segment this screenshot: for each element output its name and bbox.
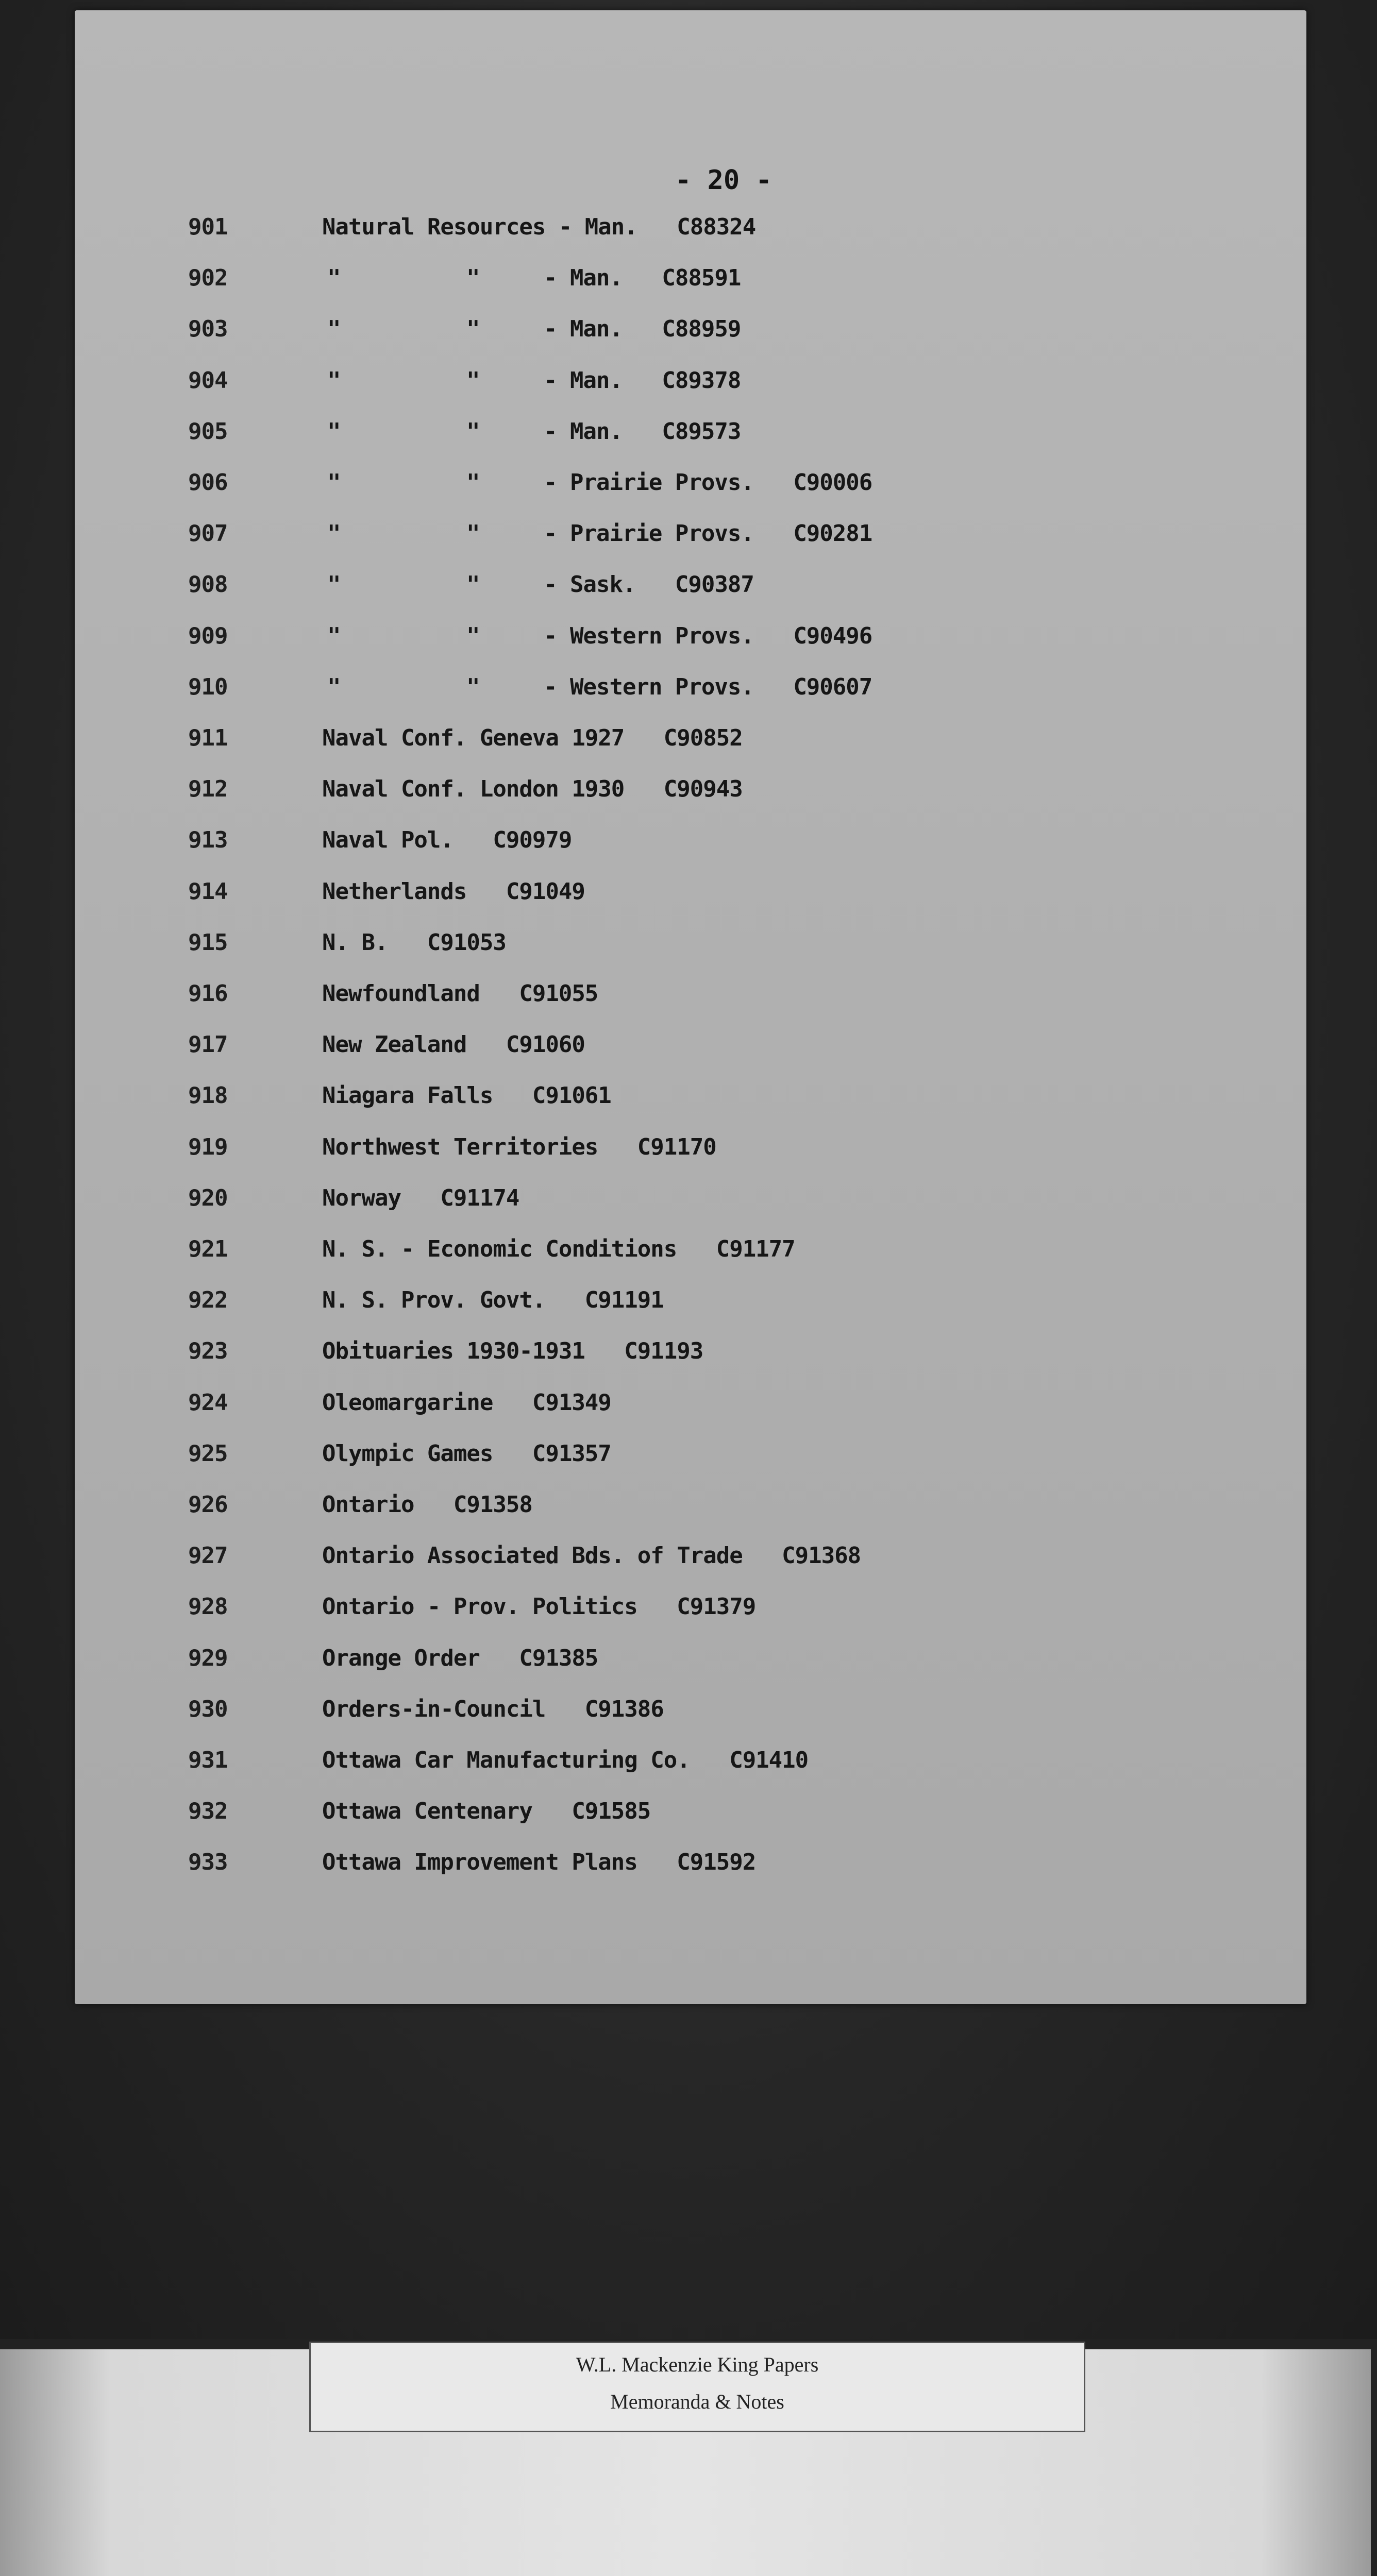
entry-text: N. S. Prov. Govt. C91191: [322, 1287, 664, 1313]
entry-number: 919: [188, 1134, 228, 1160]
ditto-mark: ": [327, 418, 341, 445]
entry-text: N. S. - Economic Conditions C91177: [322, 1236, 795, 1262]
ditto-mark: ": [466, 316, 480, 342]
entry-text: - Man. C88959: [544, 316, 741, 342]
entry-text: Newfoundland C91055: [322, 980, 598, 1007]
entry-number: 913: [188, 827, 228, 853]
entry-text: Oleomargarine C91349: [322, 1389, 611, 1416]
entry-text: - Sask. C90387: [544, 571, 754, 598]
entry-number: 911: [188, 725, 228, 751]
entry-text: Ontario Associated Bds. of Trade C91368: [322, 1543, 861, 1569]
entry-text: Northwest Territories C91170: [322, 1134, 716, 1160]
entry-text: Netherlands C91049: [322, 878, 585, 905]
entry-number: 915: [188, 929, 228, 956]
entry-text: - Man. C89378: [544, 367, 741, 394]
entry-text: Obituaries 1930-1931 C91193: [322, 1338, 703, 1364]
entry-text: Ottawa Car Manufacturing Co. C91410: [322, 1747, 809, 1773]
collection-name: W.L. Mackenzie King Papers: [576, 2353, 819, 2376]
entry-text: Orange Order C91385: [322, 1645, 598, 1671]
entry-number: 910: [188, 674, 228, 700]
entry-text: Natural Resources - Man. C88324: [322, 214, 756, 240]
entry-number: 932: [188, 1798, 228, 1824]
entry-number: 909: [188, 623, 228, 649]
entry-number: 931: [188, 1747, 228, 1773]
entry-text: Naval Conf. London 1930 C90943: [322, 776, 743, 802]
entry-number: 928: [188, 1594, 228, 1620]
entry-number: 920: [188, 1185, 228, 1211]
entry-text: - Prairie Provs. C90006: [544, 469, 872, 496]
entry-text: - Western Provs. C90496: [544, 623, 872, 649]
entry-text: Olympic Games C91357: [322, 1440, 611, 1467]
ditto-mark: ": [466, 469, 480, 496]
entry-number: 903: [188, 316, 228, 342]
ditto-mark: ": [466, 265, 480, 291]
entry-number: 918: [188, 1082, 228, 1109]
collection-label: [309, 2342, 1085, 2432]
page-number: - 20 -: [675, 165, 772, 196]
entry-number: 904: [188, 367, 228, 394]
entry-number: 905: [188, 418, 228, 445]
ditto-mark: ": [466, 367, 480, 394]
entry-number: 907: [188, 520, 228, 547]
entry-text: Norway C91174: [322, 1185, 519, 1211]
entry-number: 908: [188, 571, 228, 598]
ditto-mark: ": [466, 520, 480, 547]
entry-text: Naval Conf. Geneva 1927 C90852: [322, 725, 743, 751]
document-page: [75, 10, 1306, 2004]
entry-number: 924: [188, 1389, 228, 1416]
entry-number: 902: [188, 265, 228, 291]
entry-text: Niagara Falls C91061: [322, 1082, 611, 1109]
entry-number: 933: [188, 1849, 228, 1875]
entry-text: - Man. C89573: [544, 418, 741, 445]
ditto-mark: ": [327, 520, 341, 547]
entry-text: Ontario - Prov. Politics C91379: [322, 1594, 756, 1620]
entry-number: 927: [188, 1543, 228, 1569]
ditto-mark: ": [327, 367, 341, 394]
entry-number: 914: [188, 878, 228, 905]
entry-text: N. B. C91053: [322, 929, 506, 956]
ditto-mark: ": [466, 418, 480, 445]
entry-number: 929: [188, 1645, 228, 1671]
entry-number: 930: [188, 1696, 228, 1722]
entry-number: 906: [188, 469, 228, 496]
ditto-mark: ": [327, 316, 341, 342]
entry-number: 916: [188, 980, 228, 1007]
entry-number: 926: [188, 1492, 228, 1518]
ditto-mark: ": [466, 674, 480, 700]
entry-number: 923: [188, 1338, 228, 1364]
entry-number: 925: [188, 1440, 228, 1467]
entry-number: 922: [188, 1287, 228, 1313]
entry-number: 921: [188, 1236, 228, 1262]
entry-text: New Zealand C91060: [322, 1031, 585, 1058]
entry-text: - Western Provs. C90607: [544, 674, 872, 700]
ditto-mark: ": [327, 571, 341, 598]
entry-text: Ontario C91358: [322, 1492, 532, 1518]
entry-text: Orders-in-Council C91386: [322, 1696, 664, 1722]
ditto-mark: ": [327, 623, 341, 649]
entry-text: Ottawa Centenary C91585: [322, 1798, 651, 1824]
ditto-mark: ": [466, 571, 480, 598]
entry-number: 901: [188, 214, 228, 240]
entry-text: Naval Pol. C90979: [322, 827, 572, 853]
collection-series: Memoranda & Notes: [610, 2390, 784, 2413]
ditto-mark: ": [327, 265, 341, 291]
entry-text: - Man. C88591: [544, 265, 741, 291]
ditto-mark: ": [327, 674, 341, 700]
entry-text: Ottawa Improvement Plans C91592: [322, 1849, 756, 1875]
ditto-mark: ": [327, 469, 341, 496]
entry-text: - Prairie Provs. C90281: [544, 520, 872, 547]
entry-number: 917: [188, 1031, 228, 1058]
ditto-mark: ": [466, 623, 480, 649]
entry-number: 912: [188, 776, 228, 802]
